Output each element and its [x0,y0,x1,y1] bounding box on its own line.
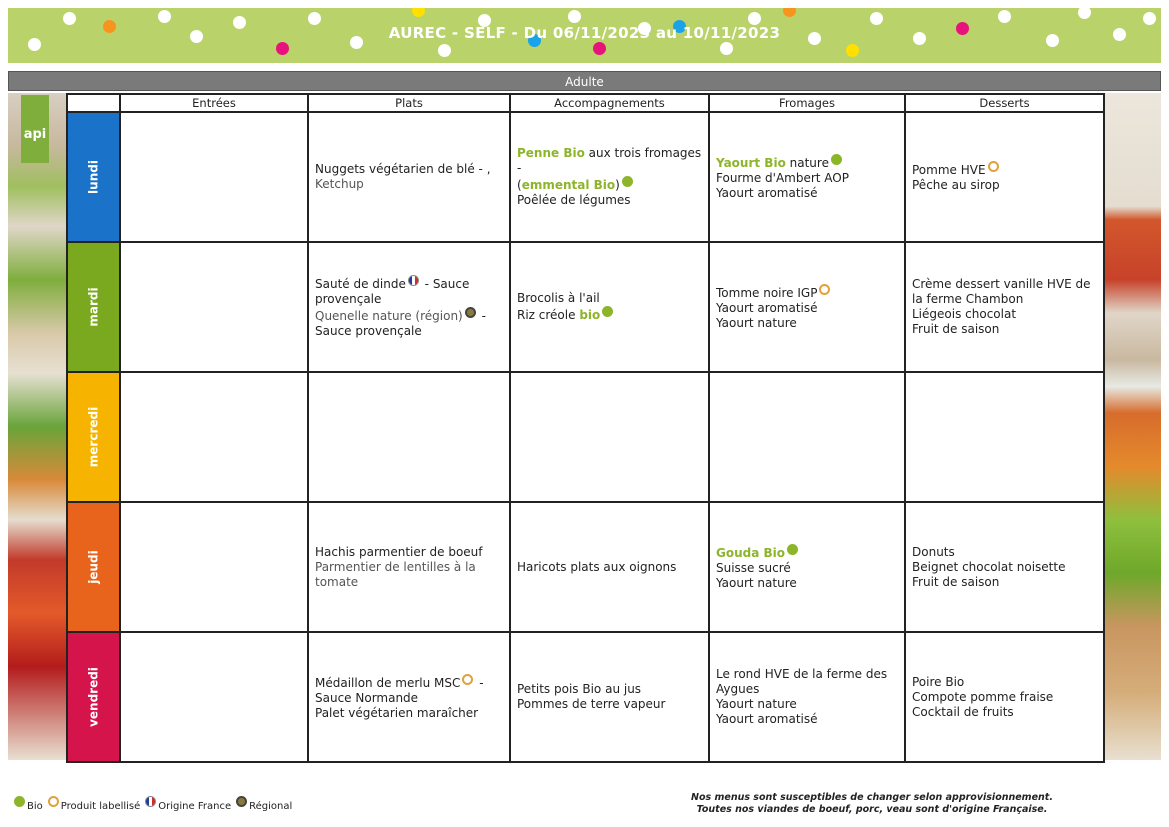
menu-text: Brocolis à l'ail [517,291,600,305]
menu-item [912,277,1097,307]
menu-item [912,161,1097,178]
menu-item [912,690,1097,705]
menu-text: Nuggets végétarien de blé - , [315,162,491,176]
france-flag-icon [408,275,419,286]
menu-item [517,193,702,208]
bio-text: Yaourt Bio [716,155,786,170]
label-icon [988,161,999,172]
menu-item [517,306,702,323]
day-label: jeudi [86,550,100,584]
menu-item [315,275,503,307]
menu-cell-desserts [905,502,1104,632]
menu-text: Yaourt aromatisé [716,712,818,726]
label-icon [819,284,830,295]
menu-text: Pêche au sirop [912,178,1000,192]
menu-text: Fourme d'Ambert AOP [716,170,849,185]
menu-item [716,301,898,316]
menu-text: Le rond HVE de la ferme des Aygues [716,667,888,696]
menu-item [517,560,702,575]
menu-cell-fromages [709,372,905,502]
note-line: Nos menus sont susceptibles de changer selon approvisionnement. [691,792,1053,803]
column-header-accompagnements: Accompagnements [510,94,709,112]
menu-text: Haricots plats aux oignons [517,559,677,574]
day-label: mercredi [86,406,100,468]
menu-cell-fromages [709,242,905,372]
menu-text: Riz créole [517,308,580,322]
menu-text: Poêlée de légumes [517,193,631,207]
day-label: vendredi [86,667,100,727]
column-header-desserts: Desserts [905,94,1104,112]
menu-cell-desserts [905,372,1104,502]
column-header-entrees: Entrées [120,94,308,112]
menu-cell-accompagnements [510,112,709,242]
menu-item [912,560,1097,575]
menu-text: Hachis parmentier de boeuf [315,544,483,559]
menu-item [315,177,503,192]
menu-item [716,186,898,201]
day-label: mardi [86,287,100,327]
menu-item [912,575,1097,590]
menu-text: Quenelle nature (région) [315,309,463,323]
menu-cell-plats [308,112,510,242]
corner-cell [67,94,120,112]
menu-cell-desserts [905,112,1104,242]
legend-label: Régional [249,801,293,812]
menu-item [716,712,898,727]
menu-cell-entrees [120,502,308,632]
menu-cell-fromages [709,632,905,762]
day-row-vendredi [67,632,1104,762]
day-row-mardi [67,242,1104,372]
menu-item [912,307,1097,322]
legend-label: Produit labellisé [60,801,141,812]
menu-item [716,544,898,561]
menu-cell-plats [308,372,510,502]
menu-text: Crème dessert vanille HVE de la ferme Chambon [912,277,1091,306]
legend-item [46,801,141,812]
menu-text: Donuts [912,544,955,559]
menu-cell-accompagnements [510,502,709,632]
menu-text: ) [615,178,620,192]
legend-item [12,801,43,812]
api-logo: api [21,95,49,163]
legend-item [234,801,292,812]
bio-text: Gouda Bio [716,545,786,560]
menu-cell-desserts [905,242,1104,372]
menu-cell-accompagnements [510,372,709,502]
menu-text: Yaourt aromatisé [716,185,818,200]
bio-icon [602,306,613,317]
bio-icon [787,544,798,555]
menu-item [517,176,702,193]
header-row [67,94,1104,112]
menu-item [912,675,1097,690]
menu-item [315,706,503,721]
bio-icon [831,154,842,165]
header-banner [8,8,1161,63]
menu-text: Parmentier de lentilles à la tomate [315,559,476,589]
menu-item [716,667,898,697]
menu-text: Ketchup [315,177,364,191]
menu-item [517,291,702,306]
label-icon [48,796,59,807]
day-label-cell [67,112,120,242]
menu-cell-fromages [709,502,905,632]
menu-cell-entrees [120,242,308,372]
menu-text: Yaourt aromatisé [716,300,818,315]
menu-cell-plats [308,502,510,632]
column-header-fromages: Fromages [709,94,905,112]
menu-item [315,560,503,590]
menu-text: - Sauce provençale [315,309,486,338]
menu-text: Sauté de dinde [315,277,406,291]
menu-text: Yaourt nature [716,575,797,590]
page-title: AUREC - SELF - Du 06/11/2023 au 10/11/2023 [388,24,781,42]
column-header-plats: Plats [308,94,510,112]
regional-icon [465,307,476,318]
menu-item [716,697,898,712]
menu-text: Liégeois chocolat [912,307,1017,321]
menu-table [66,93,1105,763]
menu-text: Cocktail de fruits [912,704,1014,719]
legend-label: Bio [27,801,43,812]
day-label-cell [67,372,120,502]
bio-text: bio [579,308,601,322]
menu-item [716,576,898,591]
menu-text: Palet végétarien maraîcher [315,705,479,720]
day-label-cell [67,632,120,762]
day-row-lundi [67,112,1104,242]
day-row-jeudi [67,502,1104,632]
menu-text: Fruit de saison [912,574,1000,589]
menu-text: Médaillon de merlu MSC [315,675,461,690]
left-decoration [8,93,66,760]
regional-icon [236,796,247,807]
menu-item [716,284,898,301]
bio-icon [622,176,633,187]
menu-item [912,178,1097,193]
day-label-cell [67,502,120,632]
menu-text: Compote pomme fraise [912,689,1054,704]
menu-text: - Sauce provençale [315,277,470,306]
legend [12,796,295,812]
menu-text: Pommes de terre vapeur [517,697,666,711]
legend-label: Origine France [158,801,232,812]
menu-cell-plats [308,242,510,372]
menu-item [517,697,702,712]
menu-item [315,162,503,177]
menu-item [315,674,503,706]
day-label: lundi [86,160,100,194]
bio-text: emmental Bio [521,178,616,192]
notes [672,792,1072,816]
menu-text: - Sauce Normande [315,675,484,705]
note-line: Toutes nos viandes de boeuf, porc, veau sont d'origine Française. [696,804,1048,815]
label-icon [462,674,473,685]
right-decoration [1103,93,1161,760]
menu-cell-accompagnements [510,242,709,372]
legend-item [143,801,231,812]
menu-item [912,705,1097,720]
menu-text: ( [517,178,522,192]
menu-item [517,682,702,697]
menu-text: Yaourt nature [716,697,797,711]
menu-item [315,307,503,339]
menu-item [912,545,1097,560]
menu-cell-desserts [905,632,1104,762]
menu-item [716,171,898,186]
menu-text: aux trois fromages - [517,146,702,175]
menu-item [315,545,503,560]
menu-text: Petits pois Bio au jus [517,682,642,696]
menu-text: Tomme noire IGP [716,285,818,300]
menu-item [716,561,898,576]
menu-cell-plats [308,632,510,762]
menu-item [517,146,702,176]
menu-item [912,322,1097,337]
menu-cell-entrees [120,372,308,502]
menu-text: Yaourt nature [716,315,797,330]
france-flag-icon [145,796,156,807]
menu-text: nature [785,155,829,170]
menu-cell-entrees [120,632,308,762]
day-label-cell [67,242,120,372]
section-label: Adulte [8,71,1161,91]
menu-cell-accompagnements [510,632,709,762]
day-row-mercredi [67,372,1104,502]
menu-text: Fruit de saison [912,322,1000,336]
menu-item [716,154,898,171]
menu-cell-entrees [120,112,308,242]
bio-text: Penne Bio [517,146,585,160]
menu-item [716,316,898,331]
menu-text: Suisse sucré [716,560,791,575]
menu-text: Poire Bio [912,674,965,689]
menu-text: Beignet chocolat noisette [912,559,1066,574]
menu-text: Pomme HVE [912,163,986,177]
menu-cell-fromages [709,112,905,242]
bio-icon [14,796,25,807]
